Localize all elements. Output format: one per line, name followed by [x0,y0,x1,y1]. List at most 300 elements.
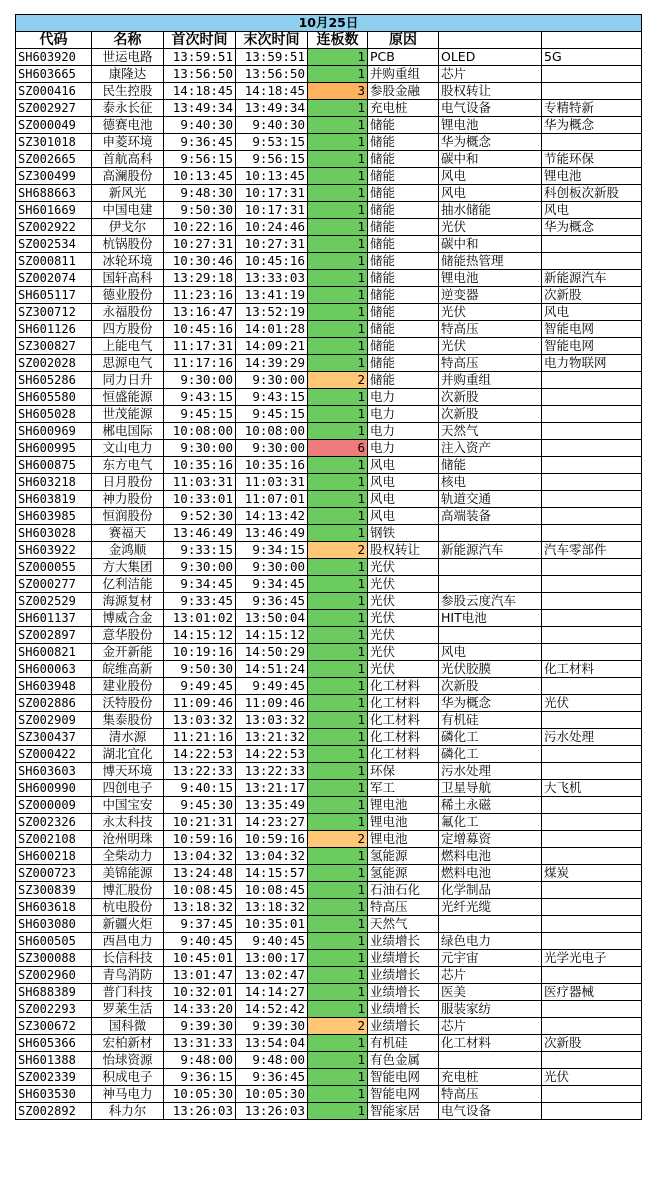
first-time: 13:18:32 [164,899,236,916]
stock-name: 杭锅股份 [92,236,164,253]
reason-3: 风电 [542,202,642,219]
last-time: 10:05:30 [236,1086,308,1103]
first-time: 9:50:30 [164,202,236,219]
stock-name: 沧州明珠 [92,831,164,848]
reason-3: 锂电池 [542,168,642,185]
stock-code: SZ002074 [16,270,92,287]
stock-name: 日月股份 [92,474,164,491]
consecutive-count: 1 [308,1086,368,1103]
reason-3 [542,916,642,933]
first-time: 10:45:01 [164,950,236,967]
reason: 储能 [368,168,439,185]
reason-2: 化学制品 [439,882,542,899]
table-row [16,678,642,695]
stock-code: SZ002534 [16,236,92,253]
reason-3 [542,236,642,253]
stock-code: SH603530 [16,1086,92,1103]
stock-name: 建业股份 [92,678,164,695]
first-time: 13:01:47 [164,967,236,984]
reason-2: 股权转让 [439,83,542,100]
stock-code: SZ002892 [16,1103,92,1120]
last-time: 14:52:42 [236,1001,308,1018]
table-row [16,899,642,916]
first-time: 11:21:16 [164,729,236,746]
stock-name: 沃特股份 [92,695,164,712]
stock-name: 金鸿顺 [92,542,164,559]
stock-code: SH601137 [16,610,92,627]
reason: 业绩增长 [368,984,439,1001]
stock-code: SH688663 [16,185,92,202]
stock-code: SH601126 [16,321,92,338]
stock-code: SZ002886 [16,695,92,712]
stock-name: 泰永长征 [92,100,164,117]
table-row [16,423,642,440]
stock-name: 申菱环境 [92,134,164,151]
table-row [16,610,642,627]
consecutive-count: 1 [308,763,368,780]
stock-name: 皖维高新 [92,661,164,678]
consecutive-count: 1 [308,117,368,134]
reason-3: 新能源汽车 [542,270,642,287]
stock-code: SH600218 [16,848,92,865]
first-time: 13:24:48 [164,865,236,882]
stock-code: SH600505 [16,933,92,950]
reason-3 [542,627,642,644]
table-row [16,712,642,729]
last-time: 13:04:32 [236,848,308,865]
stock-name: 赛福天 [92,525,164,542]
table-row [16,100,642,117]
table-row [16,83,642,100]
table-row [16,1069,642,1086]
consecutive-count: 1 [308,355,368,372]
reason: 锂电池 [368,831,439,848]
reason-3 [542,1103,642,1120]
stock-code: SH603080 [16,916,92,933]
last-time: 14:14:27 [236,984,308,1001]
stock-code: SH603218 [16,474,92,491]
consecutive-count: 1 [308,644,368,661]
reason: 特高压 [368,899,439,916]
table-row [16,219,642,236]
stock-code: SH600821 [16,644,92,661]
last-time: 14:18:45 [236,83,308,100]
stock-limit-up-table [15,14,642,1120]
consecutive-count: 1 [308,559,368,576]
consecutive-count: 1 [308,338,368,355]
reason: 电力 [368,423,439,440]
reason-2 [439,576,542,593]
reason: 光伏 [368,644,439,661]
reason-3 [542,440,642,457]
table-row [16,66,642,83]
reason-3 [542,593,642,610]
stock-code: SZ000422 [16,746,92,763]
first-time: 9:37:45 [164,916,236,933]
reason-2: OLED [439,49,542,66]
stock-code: SH603603 [16,763,92,780]
consecutive-count: 1 [308,1052,368,1069]
table-row [16,865,642,882]
first-time: 9:52:30 [164,508,236,525]
first-time: 14:18:45 [164,83,236,100]
reason: 储能 [368,185,439,202]
consecutive-count: 1 [308,899,368,916]
consecutive-count: 1 [308,100,368,117]
reason-2: 化工材料 [439,1035,542,1052]
consecutive-count: 1 [308,474,368,491]
consecutive-count: 1 [308,661,368,678]
table-row [16,525,642,542]
consecutive-count: 1 [308,882,368,899]
reason: 业绩增长 [368,1018,439,1035]
consecutive-count: 1 [308,593,368,610]
reason-2: 特高压 [439,321,542,338]
reason-3 [542,1052,642,1069]
stock-name: 国科微 [92,1018,164,1035]
consecutive-count: 1 [308,797,368,814]
reason: 业绩增长 [368,1001,439,1018]
reason: 并购重组 [368,66,439,83]
stock-name: 冰轮环境 [92,253,164,270]
table-row [16,729,642,746]
last-time: 14:15:57 [236,865,308,882]
last-time: 9:40:45 [236,933,308,950]
last-time: 10:24:46 [236,219,308,236]
reason-3 [542,678,642,695]
title-row [16,15,642,32]
stock-code: SZ002909 [16,712,92,729]
first-time: 10:32:01 [164,984,236,1001]
last-time: 9:56:15 [236,151,308,168]
reason-3 [542,712,642,729]
reason-3 [542,831,642,848]
table-row [16,1086,642,1103]
first-time: 11:03:31 [164,474,236,491]
reason: 储能 [368,117,439,134]
table-row [16,389,642,406]
reason-2: 元宇宙 [439,950,542,967]
consecutive-count: 1 [308,253,368,270]
reason-3: 光伏 [542,695,642,712]
last-time: 10:13:45 [236,168,308,185]
reason-2: 氟化工 [439,814,542,831]
last-time: 9:53:15 [236,134,308,151]
reason-2: 光伏胶膜 [439,661,542,678]
stock-name: 世茂能源 [92,406,164,423]
stock-name: 集泰股份 [92,712,164,729]
table-row [16,253,642,270]
reason-3: 化工材料 [542,661,642,678]
stock-code: SZ300088 [16,950,92,967]
stock-code: SH603028 [16,525,92,542]
table-row [16,661,642,678]
first-time: 9:30:00 [164,372,236,389]
reason-2: 并购重组 [439,372,542,389]
reason-2: 逆变器 [439,287,542,304]
reason: 智能电网 [368,1069,439,1086]
consecutive-count: 1 [308,695,368,712]
reason-3: 节能环保 [542,151,642,168]
first-time: 10:35:16 [164,457,236,474]
reason-2: 有机硅 [439,712,542,729]
reason-2: 光伏 [439,338,542,355]
reason: 化工材料 [368,712,439,729]
table-row [16,814,642,831]
stock-code: SZ000049 [16,117,92,134]
table-row [16,372,642,389]
first-time: 9:48:00 [164,1052,236,1069]
reason-2: 抽水储能 [439,202,542,219]
reason-2: 绿色电力 [439,933,542,950]
reason: 储能 [368,134,439,151]
consecutive-count: 1 [308,287,368,304]
first-time: 13:59:51 [164,49,236,66]
reason-3: 智能电网 [542,338,642,355]
last-time: 9:45:15 [236,406,308,423]
first-time: 9:36:45 [164,134,236,151]
reason-2 [439,525,542,542]
reason-3: 风电 [542,304,642,321]
table-row [16,916,642,933]
reason: 光伏 [368,610,439,627]
reason-3: 光伏 [542,1069,642,1086]
table-row [16,508,642,525]
reason: 储能 [368,202,439,219]
stock-code: SH688389 [16,984,92,1001]
table-row [16,270,642,287]
first-time: 9:33:15 [164,542,236,559]
consecutive-count: 2 [308,1018,368,1035]
table-row [16,185,642,202]
reason-3: 智能电网 [542,321,642,338]
reason-3 [542,899,642,916]
reason-2: 医美 [439,984,542,1001]
reason: 储能 [368,151,439,168]
table-row [16,304,642,321]
stock-code: SH601669 [16,202,92,219]
last-time: 13:59:51 [236,49,308,66]
consecutive-count: 1 [308,304,368,321]
table-row [16,882,642,899]
last-time: 14:51:24 [236,661,308,678]
stock-name: 博汇股份 [92,882,164,899]
data-table [15,14,642,1120]
last-time: 14:09:21 [236,338,308,355]
table-row [16,627,642,644]
first-time: 10:05:30 [164,1086,236,1103]
reason-2: 燃料电池 [439,865,542,882]
table-row [16,1052,642,1069]
last-time: 13:03:32 [236,712,308,729]
last-time: 9:30:00 [236,559,308,576]
reason: 有机硅 [368,1035,439,1052]
reason: 氢能源 [368,848,439,865]
reason-3 [542,814,642,831]
stock-code: SZ000811 [16,253,92,270]
consecutive-count: 1 [308,491,368,508]
reason: 智能电网 [368,1086,439,1103]
first-time: 9:48:30 [164,185,236,202]
first-time: 13:22:33 [164,763,236,780]
consecutive-count: 1 [308,950,368,967]
consecutive-count: 1 [308,1069,368,1086]
stock-name: 西昌电力 [92,933,164,950]
first-time: 9:36:15 [164,1069,236,1086]
consecutive-count: 1 [308,712,368,729]
reason: 锂电池 [368,797,439,814]
reason: 储能 [368,270,439,287]
reason-3: 5G [542,49,642,66]
reason-3: 医疗器械 [542,984,642,1001]
reason-3 [542,253,642,270]
reason-2: 储能热管理 [439,253,542,270]
table-row [16,576,642,593]
reason-3 [542,457,642,474]
table-row [16,202,642,219]
reason: 风电 [368,457,439,474]
table-row [16,236,642,253]
stock-code: SH603665 [16,66,92,83]
first-time: 9:30:00 [164,440,236,457]
first-time: 13:26:03 [164,1103,236,1120]
table-row [16,967,642,984]
reason-3 [542,1086,642,1103]
consecutive-count: 1 [308,610,368,627]
consecutive-count: 1 [308,729,368,746]
reason-2: 天然气 [439,423,542,440]
reason-2: 污水处理 [439,763,542,780]
reason: 石油石化 [368,882,439,899]
stock-code: SZ002293 [16,1001,92,1018]
reason: 天然气 [368,916,439,933]
stock-name: 怡球资源 [92,1052,164,1069]
reason-3 [542,1001,642,1018]
stock-code: SZ301018 [16,134,92,151]
stock-name: 东方电气 [92,457,164,474]
reason: 钢铁 [368,525,439,542]
reason: 光伏 [368,593,439,610]
last-time: 11:07:01 [236,491,308,508]
last-time: 14:39:29 [236,355,308,372]
table-row [16,134,642,151]
reason-3 [542,406,642,423]
table-row [16,695,642,712]
reason-2: 芯片 [439,967,542,984]
stock-name: 德业股份 [92,287,164,304]
reason: 储能 [368,236,439,253]
stock-code: SH603985 [16,508,92,525]
last-time: 10:08:45 [236,882,308,899]
first-time: 13:29:18 [164,270,236,287]
reason: PCB [368,49,439,66]
last-time: 10:17:31 [236,185,308,202]
last-time: 9:43:15 [236,389,308,406]
stock-name: 思源电气 [92,355,164,372]
consecutive-count: 1 [308,865,368,882]
stock-name: 新疆火炬 [92,916,164,933]
first-time: 10:08:45 [164,882,236,899]
first-time: 9:50:30 [164,661,236,678]
reason-3: 污水处理 [542,729,642,746]
consecutive-count: 1 [308,457,368,474]
last-time: 14:23:27 [236,814,308,831]
reason: 化工材料 [368,695,439,712]
last-time: 13:49:34 [236,100,308,117]
reason-2: 风电 [439,185,542,202]
stock-name: 杭电股份 [92,899,164,916]
header-code: 代码 [16,32,92,49]
reason: 氢能源 [368,865,439,882]
reason-2: 碳中和 [439,151,542,168]
stock-name: 亿利洁能 [92,576,164,593]
reason: 储能 [368,287,439,304]
reason-3: 专精特新 [542,100,642,117]
reason-3 [542,389,642,406]
reason-2: 碳中和 [439,236,542,253]
reason-2: 磷化工 [439,746,542,763]
first-time: 9:39:30 [164,1018,236,1035]
first-time: 10:19:16 [164,644,236,661]
reason: 业绩增长 [368,967,439,984]
stock-name: 上能电气 [92,338,164,355]
last-time: 11:09:46 [236,695,308,712]
first-time: 13:01:02 [164,610,236,627]
consecutive-count: 1 [308,508,368,525]
table-row [16,746,642,763]
stock-code: SH603922 [16,542,92,559]
first-time: 14:22:53 [164,746,236,763]
stock-code: SH605580 [16,389,92,406]
reason-2: 次新股 [439,406,542,423]
first-time: 9:45:30 [164,797,236,814]
consecutive-count: 1 [308,678,368,695]
first-time: 11:23:16 [164,287,236,304]
stock-code: SH603920 [16,49,92,66]
reason: 锂电池 [368,814,439,831]
last-time: 10:35:01 [236,916,308,933]
consecutive-count: 2 [308,831,368,848]
first-time: 9:30:00 [164,559,236,576]
reason-3 [542,83,642,100]
consecutive-count: 1 [308,66,368,83]
table-row [16,950,642,967]
stock-code: SH600063 [16,661,92,678]
stock-name: 国轩高科 [92,270,164,287]
last-time: 13:21:32 [236,729,308,746]
stock-name: 郴电国际 [92,423,164,440]
stock-name: 科力尔 [92,1103,164,1120]
stock-code: SZ000723 [16,865,92,882]
stock-name: 中国宝安 [92,797,164,814]
reason: 化工材料 [368,729,439,746]
reason: 业绩增长 [368,950,439,967]
consecutive-count: 1 [308,933,368,950]
table-row [16,168,642,185]
reason-2: 电气设备 [439,100,542,117]
stock-code: SH605366 [16,1035,92,1052]
stock-code: SH605117 [16,287,92,304]
reason-3 [542,848,642,865]
first-time: 9:43:15 [164,389,236,406]
stock-name: 德赛电池 [92,117,164,134]
reason: 储能 [368,338,439,355]
reason-2: 核电 [439,474,542,491]
table-row [16,406,642,423]
reason-3 [542,882,642,899]
first-time: 11:09:46 [164,695,236,712]
reason-3 [542,1018,642,1035]
